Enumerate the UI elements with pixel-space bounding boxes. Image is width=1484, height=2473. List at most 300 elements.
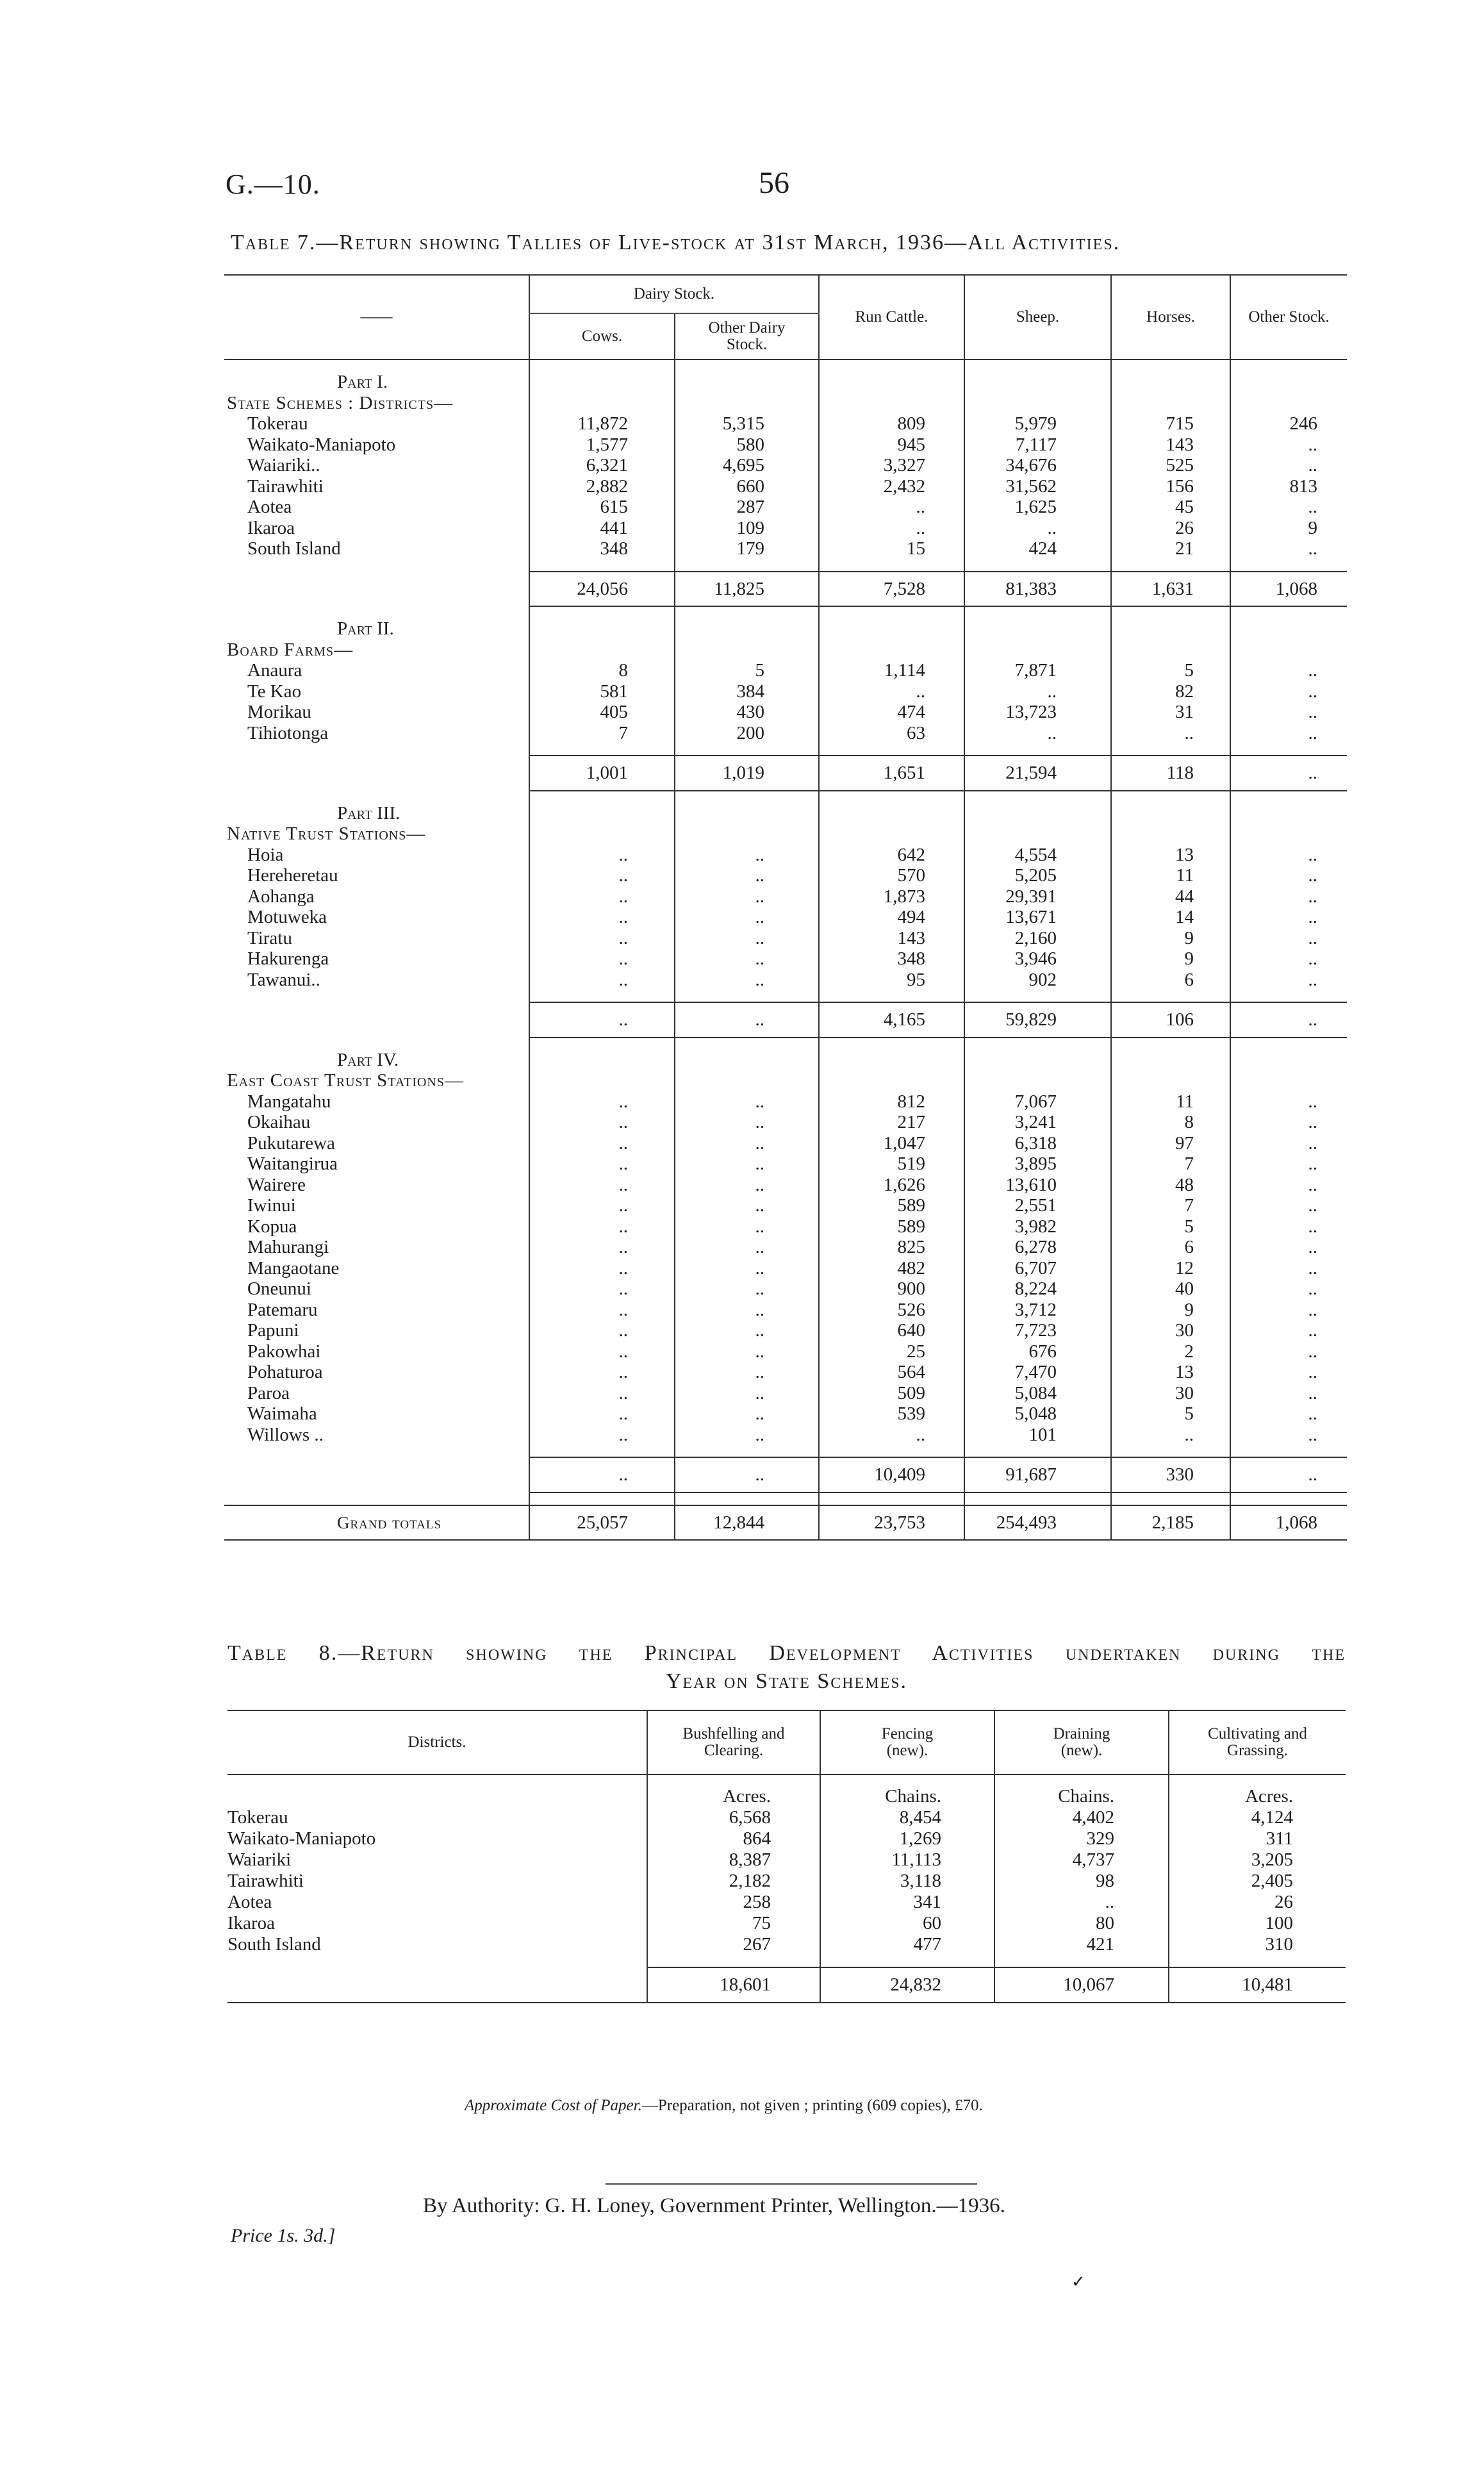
table7-cell: .. (819, 681, 964, 702)
table7-cell: 200 (675, 723, 819, 744)
table7-subtotal-cell: .. (1230, 1457, 1347, 1493)
table7-cell: .. (675, 1091, 819, 1112)
table7-cell: .. (529, 1258, 675, 1279)
table7-cell: 580 (675, 434, 819, 456)
table7-cell: .. (1230, 1216, 1347, 1237)
table8-total-cell: 18,601 (647, 1967, 820, 2003)
table8-cell: 329 (994, 1828, 1169, 1849)
table7-cell: 11 (1111, 1091, 1230, 1112)
table7-cell: 6,318 (964, 1133, 1111, 1154)
table7-cell: 812 (819, 1091, 964, 1112)
table-row (224, 1216, 1347, 1237)
table7-cell: .. (1230, 1403, 1347, 1425)
table7-cell: 1,873 (819, 886, 964, 907)
table7-cell: 29,391 (964, 886, 1111, 907)
table7-subtotal-cell: 21,594 (964, 756, 1111, 791)
table7-cell: 44 (1111, 886, 1230, 907)
table7-cell: .. (529, 1362, 675, 1383)
table7-body (224, 360, 1347, 1540)
table8-cell: 98 (994, 1871, 1169, 1892)
table8-header-bushfelling-line2: Clearing. (704, 1742, 764, 1759)
table7-grand-total-cell: 254,493 (964, 1505, 1111, 1541)
table7-cell: 48 (1111, 1175, 1230, 1196)
table7-gap-row (224, 1493, 1347, 1505)
table7-gap-cell (224, 1493, 529, 1505)
table7-cell: .. (529, 886, 675, 907)
table7-blank-cell (675, 393, 819, 414)
table7-cell: .. (675, 970, 819, 991)
table7-cell: 6,321 (529, 455, 675, 476)
table7-cell: .. (675, 1258, 819, 1279)
table7-cell: 14 (1111, 907, 1230, 928)
table7-row-label: Mangatahu (247, 1091, 331, 1112)
table-row (224, 413, 1347, 434)
table7-cell: .. (819, 518, 964, 539)
table7-part-title-row (224, 1050, 1347, 1071)
table7-subtotal-cell: .. (529, 1457, 675, 1493)
table7-header-cows: Cows. (529, 313, 675, 360)
table7-cell: 945 (819, 434, 964, 456)
table7-cell: .. (529, 845, 675, 866)
table7-cell: 2,551 (964, 1195, 1111, 1216)
table7-gap-cell (819, 791, 964, 803)
table7-subtotal-blank (224, 572, 529, 607)
table7-blank-cell (1111, 803, 1230, 824)
table7-blank-cell (529, 1070, 675, 1091)
table7-blank-cell (675, 803, 819, 824)
table7-row-label: Hoia (247, 844, 284, 865)
table8-cell: 3,205 (1169, 1849, 1346, 1871)
table7-cell: .. (819, 1425, 964, 1446)
table7-row-label: Paroa (247, 1382, 290, 1403)
table-row (224, 845, 1347, 866)
table7-gap-cell (819, 990, 964, 1002)
table7-cell: .. (1230, 1383, 1347, 1404)
table7-gap-cell (1111, 360, 1230, 372)
table7-gap-row (224, 791, 1347, 803)
table7-cell: .. (675, 1425, 819, 1446)
table7-header-blank: —— (224, 275, 529, 360)
table7-cell: 217 (819, 1112, 964, 1133)
table-row (224, 1362, 1347, 1383)
table7-cell: 82 (1111, 681, 1230, 702)
table7-gap-cell (675, 1038, 819, 1050)
tick-mark: ✓ (1071, 2272, 1085, 2291)
table7-cell: 660 (675, 476, 819, 497)
price-note: Price 1s. 3d.] (231, 2225, 336, 2246)
table7-subtotal-cell: 118 (1111, 756, 1230, 791)
table7-gap-cell (819, 360, 964, 372)
table7-header-other-dairy-line1: Other Dairy (708, 319, 786, 336)
table8-cell: 11,113 (820, 1849, 994, 1871)
table7-cell: 589 (819, 1195, 964, 1216)
table7-cell: 31 (1111, 702, 1230, 723)
table7-part-subtitle: State Schemes : Districts— (227, 392, 454, 413)
table8-cell: 311 (1169, 1828, 1346, 1849)
table8-cell: 75 (647, 1913, 820, 1934)
table8-cell: 80 (994, 1913, 1169, 1934)
table7-cell: .. (529, 1425, 675, 1446)
table7-blank-cell (1230, 618, 1347, 640)
table7-subtotal-cell: 11,825 (675, 572, 819, 607)
table7-gap-cell (675, 743, 819, 756)
table7-gap-cell (964, 559, 1111, 572)
table7-subtotal-cell: 1,019 (675, 756, 819, 791)
table7-cell: .. (1230, 681, 1347, 702)
table7-cell: 40 (1111, 1278, 1230, 1300)
table7-blank-cell (529, 803, 675, 824)
table7-gap-cell (529, 1445, 675, 1457)
table8-cell: 100 (1169, 1913, 1346, 1934)
table8-row-label: Waikato-Maniapoto (227, 1828, 376, 1849)
table7-cell: 642 (819, 845, 964, 866)
table7-gap-cell (529, 559, 675, 572)
table7-gap-cell (964, 606, 1111, 618)
table7-part-title: Part I. (337, 372, 388, 392)
table7-cell: 5,979 (964, 413, 1111, 434)
table7-cell: 5,315 (675, 413, 819, 434)
table7-row-label: Patemaru (247, 1299, 318, 1320)
authority-rule (606, 2183, 977, 2185)
table7-grand-total-cell: 12,844 (675, 1505, 819, 1541)
table7-cell: .. (675, 845, 819, 866)
table-row (224, 518, 1347, 539)
table7-cell: .. (529, 1278, 675, 1300)
table7-gap-cell (675, 360, 819, 372)
table7-blank-cell (819, 1070, 964, 1091)
table7-cell: 526 (819, 1300, 964, 1321)
table7-cell: .. (675, 1320, 819, 1341)
table7-cell: 581 (529, 681, 675, 702)
table7-cell: .. (529, 865, 675, 886)
table7-cell: 441 (529, 518, 675, 539)
table7-blank-cell (1230, 393, 1347, 414)
table7-cell: 1,047 (819, 1133, 964, 1154)
table7-blank-cell (964, 618, 1111, 640)
table7-cell: 179 (675, 538, 819, 559)
table8-cell: 8,454 (820, 1807, 994, 1828)
table7-subtotal-cell: .. (529, 1002, 675, 1038)
table-row (224, 1175, 1347, 1196)
table7-cell: 430 (675, 702, 819, 723)
table7-cell: 287 (675, 497, 819, 518)
table7-blank-cell (819, 393, 964, 414)
table7-blank-cell (529, 618, 675, 640)
table7-cell: .. (529, 1320, 675, 1341)
table-row (227, 1828, 1346, 1849)
table7-row-label: Willows .. (247, 1424, 324, 1445)
table-row (224, 1383, 1347, 1404)
table7-cell: 63 (819, 723, 964, 744)
table8-cell: 258 (647, 1892, 820, 1913)
table7-cell: 3,327 (819, 455, 964, 476)
table7-cell: 3,895 (964, 1154, 1111, 1175)
table7-cell: .. (675, 1154, 819, 1175)
table7-row-label: Te Kao (247, 681, 302, 702)
table7-subtotal-row (224, 756, 1347, 791)
table7-cell: 7,871 (964, 660, 1111, 681)
table-row (224, 1425, 1347, 1446)
table7-cell: .. (1230, 845, 1347, 866)
table8-total-cell: 10,481 (1169, 1967, 1346, 2003)
table7-row-label: Okaihau (247, 1112, 311, 1132)
table7-gap-cell (1230, 559, 1347, 572)
table7-gap-cell (964, 743, 1111, 756)
table7-subtotal-cell: 1,001 (529, 756, 675, 791)
table7-part-title: Part II. (337, 618, 394, 639)
table7-blank-cell (1230, 1070, 1347, 1091)
table7-row-label: Aohanga (247, 886, 315, 907)
cost-of-paper-label: Approximate Cost of Paper. (465, 2097, 642, 2114)
table7-subtotal-row (224, 1457, 1347, 1493)
table7-subtotal-cell: 1,068 (1230, 572, 1347, 607)
table7-gap-cell (1111, 1493, 1230, 1505)
table7-cell: 7,117 (964, 434, 1111, 456)
table7-blank-cell (964, 803, 1111, 824)
table7-subtotal-cell: 24,056 (529, 572, 675, 607)
table7-subtotal-cell: .. (675, 1002, 819, 1038)
table7-cell: 348 (819, 948, 964, 970)
table7-grand-total-cell: 23,753 (819, 1505, 964, 1541)
table7-header-dairy: Dairy Stock. (529, 275, 819, 313)
table7-cell: 101 (964, 1425, 1111, 1446)
table7-subtotal-row (224, 572, 1347, 607)
table7-gap-cell (224, 791, 529, 803)
table7-cell: .. (1230, 907, 1347, 928)
table-row (224, 907, 1347, 928)
table7-header-other-dairy (675, 313, 819, 360)
table7-part-subtitle: Board Farms— (227, 639, 354, 660)
table7-gap-cell (964, 360, 1111, 372)
table7-row-label: Anaura (247, 660, 302, 681)
table7-blank-cell (1111, 1070, 1230, 1091)
table7-row-label: Pohaturoa (247, 1362, 323, 1382)
table8-header-fencing (820, 1710, 994, 1774)
table7-blank-cell (964, 393, 1111, 414)
table7-cell: 640 (819, 1320, 964, 1341)
table7-gap-cell (964, 791, 1111, 803)
table7-cell: .. (675, 1112, 819, 1133)
table7-gap-row (224, 1038, 1347, 1050)
table7-blank-cell (675, 823, 819, 845)
table7-cell: 2,882 (529, 476, 675, 497)
table7-cell: 25 (819, 1341, 964, 1362)
table7-blank-cell (819, 823, 964, 845)
table7-gap-cell (224, 360, 529, 372)
table7-subtotal-cell: 330 (1111, 1457, 1230, 1493)
table-row (224, 681, 1347, 702)
table7-cell: 7 (1111, 1154, 1230, 1175)
table7-cell: .. (529, 1175, 675, 1196)
table7-cell: .. (1230, 1091, 1347, 1112)
table7-blank-cell (1230, 1050, 1347, 1071)
table8-cell: 2,182 (647, 1871, 820, 1892)
table7-gap-row (224, 360, 1347, 372)
table7-cell: 9 (1111, 948, 1230, 970)
table7-cell: 564 (819, 1362, 964, 1383)
table7-cell: 21 (1111, 538, 1230, 559)
table7-blank-cell (964, 823, 1111, 845)
table7-cell: 31,562 (964, 476, 1111, 497)
table7-cell: .. (964, 681, 1111, 702)
table7-cell: .. (529, 928, 675, 949)
table7-cell: 825 (819, 1237, 964, 1258)
table7-cell: 902 (964, 970, 1111, 991)
table7-blank-cell (964, 1050, 1111, 1071)
table-row (227, 1807, 1346, 1828)
table7-gap-cell (224, 990, 529, 1002)
table8-gap-cell (647, 1955, 820, 1967)
table8-header-cultivating-line2: Grassing. (1226, 1742, 1289, 1759)
table7-header-run-cattle: Run Cattle. (819, 275, 964, 360)
table7-cell: .. (675, 1341, 819, 1362)
table7-gap-cell (675, 791, 819, 803)
table8-cell: 421 (994, 1934, 1169, 1955)
table7-cell: 6 (1111, 970, 1230, 991)
table7-row-label: South Island (247, 538, 341, 559)
table7-grand-total-cell: 2,185 (1111, 1505, 1230, 1541)
table-row (224, 1341, 1347, 1362)
table7-blank-cell (819, 1050, 964, 1071)
table7-cell: .. (1230, 1258, 1347, 1279)
table7-cell: .. (529, 1300, 675, 1321)
table7-gap-row (224, 559, 1347, 572)
table7-cell: 9 (1111, 1300, 1230, 1321)
table7-gap-cell (964, 1445, 1111, 1457)
table7-row-label: Papuni (247, 1320, 299, 1341)
table7-gap-cell (1230, 1445, 1347, 1457)
table7-subtotal-blank (224, 1457, 529, 1493)
table7-cell: .. (675, 1362, 819, 1383)
table7-part-subtitle: Native Trust Stations— (227, 823, 426, 844)
table7-cell: 30 (1111, 1383, 1230, 1404)
table7-cell: 45 (1111, 497, 1230, 518)
table7-cell: 715 (1111, 413, 1230, 434)
table7-cell: .. (529, 1341, 675, 1362)
table7-subtotal-cell: 59,829 (964, 1002, 1111, 1038)
table-row (224, 1195, 1347, 1216)
table7-cell: 405 (529, 702, 675, 723)
table7-cell: .. (964, 723, 1111, 744)
table7-row-label: Wairere (247, 1174, 306, 1195)
table7-subtotal-row (224, 1002, 1347, 1038)
table7-blank-cell (1230, 803, 1347, 824)
table7-cell: .. (675, 1175, 819, 1196)
table7-gap-cell (1230, 1038, 1347, 1050)
table7-subtotal-blank (224, 1002, 529, 1038)
table7-cell: .. (1230, 455, 1347, 476)
table-row (224, 928, 1347, 949)
table7-cell: 4,695 (675, 455, 819, 476)
table8-development-activities (227, 1710, 1346, 2003)
table7-gap-cell (224, 606, 529, 618)
table7-row-label: Morikau (247, 702, 311, 722)
table7-cell: 589 (819, 1216, 964, 1237)
table7-cell: 15 (819, 538, 964, 559)
table-row (227, 1934, 1346, 1955)
table7-cell: 494 (819, 907, 964, 928)
table8-unit: Chains. (994, 1774, 1169, 1807)
table8-gap-cell (1169, 1955, 1346, 1967)
table7-row-label: Waimaha (247, 1403, 317, 1424)
table8-cell: 267 (647, 1934, 820, 1955)
table8-body (227, 1774, 1346, 2003)
table-row (224, 1258, 1347, 1279)
table8-cell: 6,568 (647, 1807, 820, 1828)
table7-gap-cell (675, 1445, 819, 1457)
table7-cell: 12 (1111, 1258, 1230, 1279)
table7-cell: .. (675, 1403, 819, 1425)
table7-cell: 3,982 (964, 1216, 1111, 1237)
table-row (224, 886, 1347, 907)
table7-subtotal-cell: 7,528 (819, 572, 964, 607)
table7-cell: 676 (964, 1341, 1111, 1362)
table7-cell: 3,946 (964, 948, 1111, 970)
table7-blank-cell (819, 640, 964, 661)
table7-cell: 6,278 (964, 1237, 1111, 1258)
table7-cell: .. (1230, 1341, 1347, 1362)
table7-cell: .. (529, 1383, 675, 1404)
cost-of-paper-note (465, 2097, 983, 2115)
table7-cell: 519 (819, 1154, 964, 1175)
table7-cell: 384 (675, 681, 819, 702)
table7-gap-row (224, 606, 1347, 618)
table7-cell: .. (1111, 723, 1230, 744)
table7-row-label: Tiratu (247, 927, 292, 948)
table7-cell: 3,712 (964, 1300, 1111, 1321)
table8-row-label: Tairawhiti (227, 1871, 304, 1891)
table8-title (227, 1639, 1346, 1696)
table7-cell: 5,084 (964, 1383, 1111, 1404)
table7-row-label: Hereheretau (247, 865, 338, 886)
table8-gap-row (227, 1955, 1346, 1967)
page-number: 56 (759, 166, 789, 200)
table7-blank-cell (1111, 823, 1230, 845)
table7-row-label: Tairawhiti (247, 476, 324, 497)
table8-header-bushfelling (647, 1710, 820, 1774)
table7-gap-cell (819, 1493, 964, 1505)
table7-cell: .. (1230, 970, 1347, 991)
table7-row-label: Hakurenga (247, 948, 329, 969)
table7-gap-cell (819, 559, 964, 572)
table8-header-cultivating (1169, 1710, 1346, 1774)
table7-cell: .. (675, 1195, 819, 1216)
table7-gap-cell (964, 990, 1111, 1002)
authority-line: By Authority: G. H. Loney, Government Printer, Wellington.—1936. (423, 2194, 1005, 2217)
table7-gap-cell (819, 606, 964, 618)
table7-cell: .. (1230, 538, 1347, 559)
table7-gap-cell (1111, 559, 1230, 572)
table7-grand-total-row (224, 1505, 1347, 1541)
table8-row-label: Waiariki (227, 1849, 292, 1870)
table7-part-title-row (224, 618, 1347, 640)
table7-blank-cell (964, 640, 1111, 661)
table-row (224, 702, 1347, 723)
table7-blank-cell (964, 1070, 1111, 1091)
table7-cell: 8,224 (964, 1278, 1111, 1300)
table7-blank-cell (1111, 393, 1230, 414)
table7-cell: .. (529, 1133, 675, 1154)
table7-subtotal-cell: 1,651 (819, 756, 964, 791)
table7-gap-cell (1230, 743, 1347, 756)
table7-row-label: Tihiotonga (247, 722, 329, 743)
table7-cell: 6 (1111, 1237, 1230, 1258)
table7-gap-cell (1111, 791, 1230, 803)
table7-subtotal-cell: 10,409 (819, 1457, 964, 1493)
table7-cell: .. (675, 1133, 819, 1154)
table7-gap-cell (1230, 360, 1347, 372)
table7-part-title-row (224, 803, 1347, 824)
